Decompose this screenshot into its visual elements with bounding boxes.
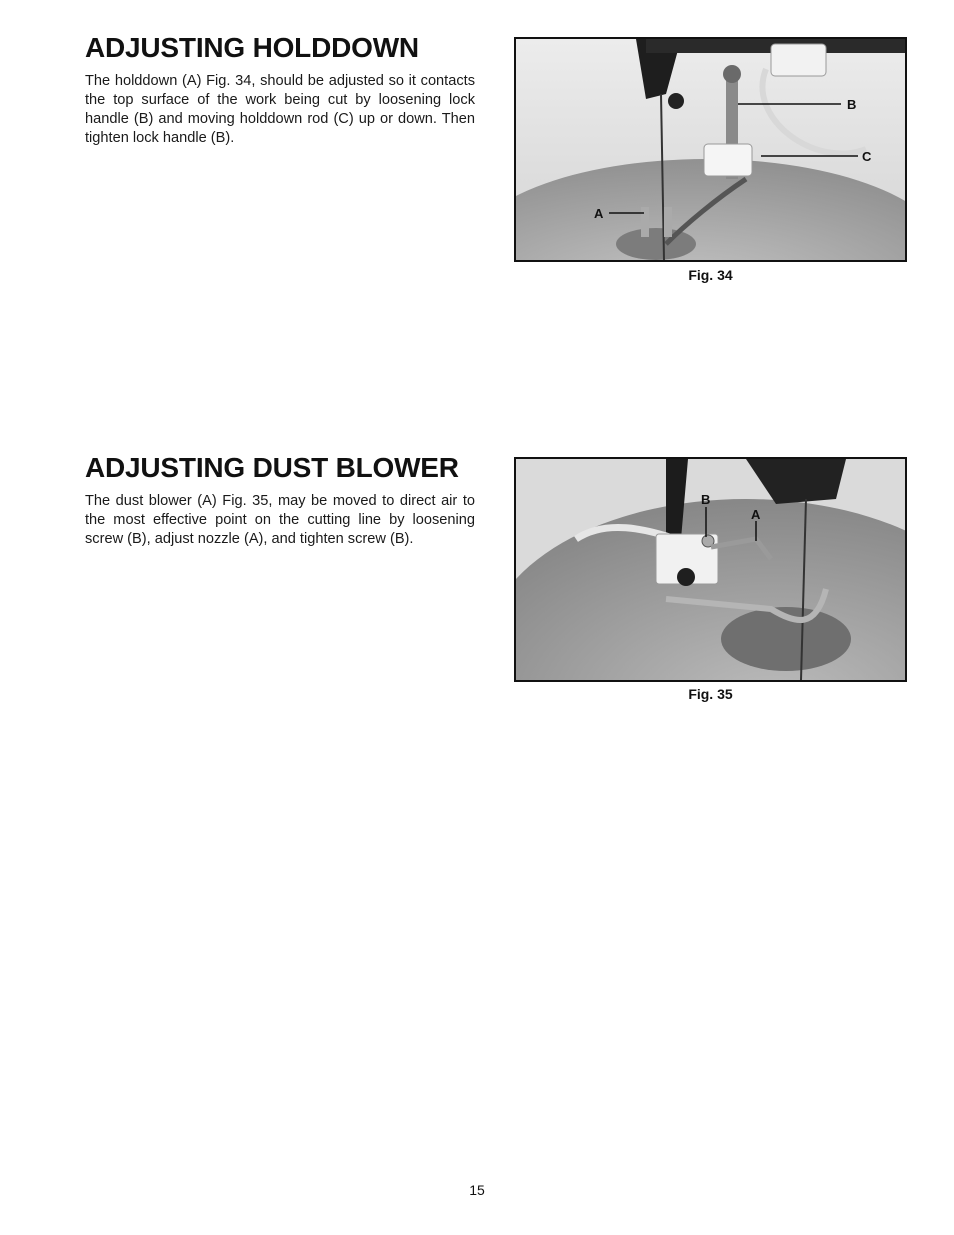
figure-35-photo	[516, 459, 905, 680]
callout-a: A	[594, 206, 604, 221]
figure-34-caption: Fig. 34	[688, 267, 733, 283]
callout-b: B	[701, 492, 711, 507]
figure-34-photo	[516, 39, 905, 260]
section-text-holddown: The holddown (A) Fig. 34, should be adjusted so it contacts the top surface of the work being cut by loosening lock handle (B) and moving holddown rod (C) up or down. Then tighten lock handle (B).	[85, 73, 475, 146]
figure-35	[514, 457, 907, 682]
section-title-holddown: ADJUSTING HOLDDOWN	[85, 32, 419, 63]
callout-a: A	[751, 507, 761, 522]
page-number: 15	[469, 1182, 485, 1198]
section-title-dust-blower: ADJUSTING DUST BLOWER	[85, 452, 459, 483]
section-text-dust-blower: The dust blower (A) Fig. 35, may be moved to direct air to the most effective point on the cutting line by loosening screw (B), adjust nozzle (A), and tighten screw (B).	[85, 493, 475, 547]
callout-c: C	[862, 149, 872, 164]
figure-34	[514, 37, 907, 262]
figure-35-caption: Fig. 35	[688, 686, 733, 702]
callout-b: B	[847, 97, 857, 112]
